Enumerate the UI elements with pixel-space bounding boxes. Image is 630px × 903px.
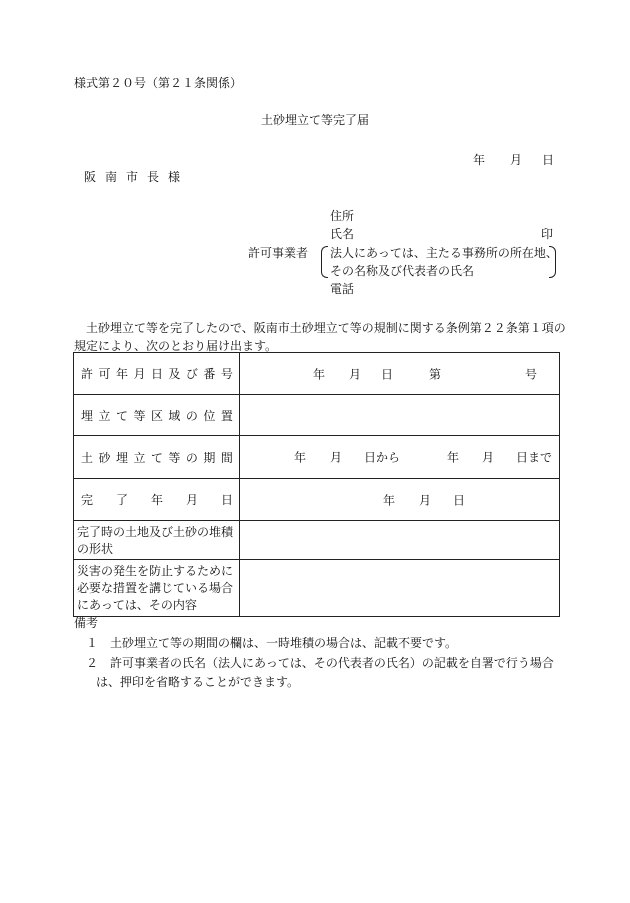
to-year-label: 年 — [447, 450, 460, 465]
from-month-label: 月 — [330, 450, 343, 465]
form-number: 様式第２０号（第２１条関係） — [74, 76, 243, 90]
date-month-label: 月 — [510, 153, 523, 167]
left-bracket — [321, 246, 328, 278]
remarks-title: 備考 — [74, 616, 99, 630]
date-day-label: 日 — [542, 153, 555, 167]
to-day-label: 日まで — [516, 450, 553, 465]
table-row — [74, 479, 560, 521]
name-label: 氏名 — [330, 227, 355, 241]
year-label: 年 — [383, 493, 396, 507]
header-text: 災害の発生を防止するために必要な措置を講じている場合にあっては、その内容 — [77, 564, 234, 612]
month-label: 月 — [419, 493, 432, 507]
go-label: 号 — [525, 367, 538, 381]
date-year-label: 年 — [473, 153, 486, 167]
table-row — [74, 395, 560, 436]
body-text-line1: 土砂埋立て等を完了したので、阪南市土砂埋立て等の規制に関する条例第２２条第１項の — [86, 321, 566, 335]
table-row — [74, 436, 560, 479]
table-row — [74, 521, 560, 560]
completion-date-field[interactable] — [240, 479, 560, 521]
permit-date-number-field[interactable] — [240, 353, 560, 395]
period-header — [74, 436, 240, 479]
from-day-label: 日から — [364, 450, 401, 465]
dai-label: 第 — [429, 367, 442, 381]
from-year-label: 年 — [294, 450, 307, 465]
disaster-measures-header — [74, 560, 240, 617]
document-title: 土砂埋立て等完了届 — [260, 113, 369, 127]
addressee: 阪南市長様 — [84, 170, 190, 184]
remark-item-2-continued: は、押印を省略することができます。 — [96, 675, 300, 689]
remark-item-1: １ 土砂埋立て等の期間の欄は、一時堆積の場合は、記載不要です。 — [86, 636, 458, 650]
table-row — [74, 353, 560, 395]
permit-date-number-header — [74, 353, 240, 395]
area-location-header — [74, 395, 240, 436]
day-label: 日 — [453, 493, 466, 507]
form-table — [73, 352, 560, 617]
header-text: 許 可 年 月 日 及 び 番 号 — [81, 367, 233, 381]
day-label: 日 — [381, 367, 394, 381]
header-text: 埋 立 て 等 区 域 の 位 置 — [81, 408, 233, 423]
remark-item-2: ２ 許可事業者の氏名（法人にあっては、その代表者の氏名）の記載を自署で行う場合 — [86, 656, 554, 670]
corporate-note-line2: その名称及び代表者の氏名 — [330, 264, 475, 278]
shape-field[interactable] — [240, 521, 560, 560]
disaster-measures-field[interactable] — [240, 560, 560, 617]
body-text-line2: 規定により、次のとおり届け出ます。 — [74, 339, 278, 353]
header-text: 土 砂 埋 立 て 等 の 期 間 — [81, 450, 233, 465]
month-label: 月 — [349, 367, 362, 381]
header-text: 完 了 年 月 日 — [81, 493, 233, 507]
corporate-note-line1: 法人にあっては、主たる事務所の所在地、 — [330, 246, 558, 260]
phone-label: 電話 — [330, 282, 355, 296]
completion-date-header — [74, 479, 240, 521]
permit-holder-label: 許可事業者 — [248, 246, 309, 260]
period-field[interactable] — [240, 436, 560, 479]
year-label: 年 — [313, 367, 326, 381]
header-text: 完了時の土地及び土砂の堆積の形状 — [77, 524, 234, 556]
seal-label: 印 — [541, 227, 554, 241]
area-location-field[interactable] — [240, 395, 560, 436]
table-row — [74, 560, 560, 617]
address-label: 住所 — [330, 209, 355, 223]
shape-header — [74, 521, 240, 560]
to-month-label: 月 — [482, 450, 495, 465]
